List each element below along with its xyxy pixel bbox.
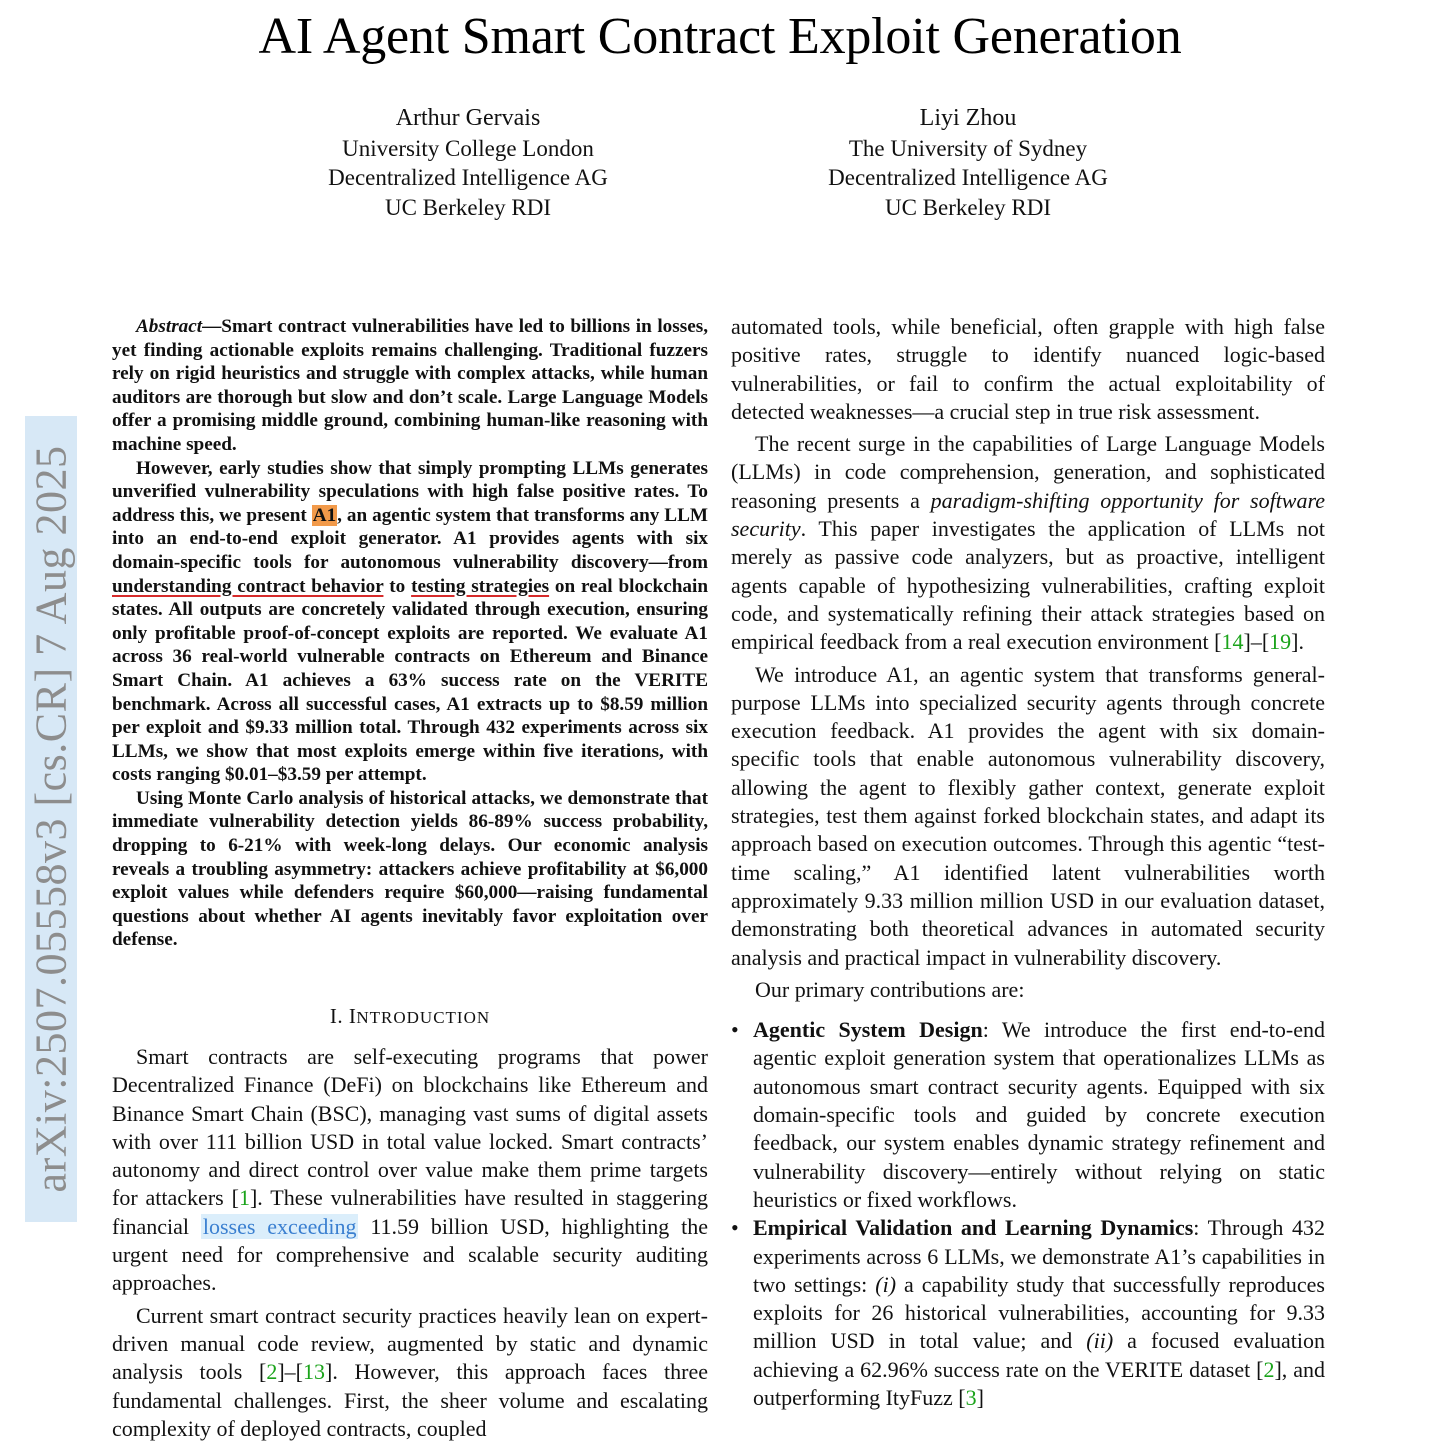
abstract-label: Abstract (136, 316, 203, 337)
paper-title: AI Agent Smart Contract Exploit Generation (258, 8, 1182, 65)
bullet-icon: • (731, 1215, 739, 1241)
section-number: I. (329, 1004, 349, 1028)
body-text: ]. (1291, 629, 1304, 655)
citation-link[interactable]: 19 (1269, 629, 1292, 655)
abstract (112, 315, 708, 952)
body-text: ]. However, this approach faces three fundamental challenges. First, the sheer volume and escalating complexity of deployed contracts, coupled (112, 1359, 708, 1441)
underlined-annotation[interactable]: understanding contract behavior (112, 575, 384, 597)
intro-paragraph-1 (112, 1043, 708, 1298)
body-text: : We introduce the first end-to-end agentic exploit generation system that operationalizes LLMs as autonomous smart contract security agents. Equipped with six domain-specific tools and guided by concrete execution feedback, our system enables dynamic strategy refinement and vulnerability discovery—entirely without relying on static heuristics or fixed workflows. (753, 1017, 1325, 1212)
hyperlink-losses[interactable]: losses exceeding (202, 1213, 357, 1239)
body-text: : Through 432 experiments across 6 LLMs, we demonstrate A1’s capabilities in two settings: (753, 1215, 1325, 1297)
body-text: ]. These vulnerabilities have resulted in staggering financial (112, 1185, 708, 1239)
abstract-text: —Smart contract vulnerabilities have led to billions in losses, yet finding actionable exploits remains challenging. Traditional fuzzers rely on rigid heuristics and struggle with complex attacks, while human auditors are thorough but slow and don’t scale. Large Language Models offer a promising middle ground, combining human-like reasoning with machine speed. (112, 316, 708, 455)
author-name: Liyi Zhou (919, 105, 1017, 131)
body-text: ], and outperforming ItyFuzz [ (753, 1356, 1326, 1410)
emphasis-text: (ii) (1086, 1328, 1114, 1354)
bullet-heading: Empirical Validation and Learning Dynamics (753, 1215, 1194, 1241)
author-name: Arthur Gervais (395, 105, 541, 131)
citation-link[interactable]: 3 (965, 1384, 977, 1410)
author-block-1 (208, 104, 728, 222)
right-paragraph-2 (731, 430, 1325, 656)
citation-link[interactable]: 13 (303, 1359, 325, 1385)
introduction-body (112, 1043, 708, 1443)
intro-paragraph-2 (112, 1302, 708, 1443)
abstract-paragraph-1 (112, 315, 708, 457)
citation-link[interactable]: 2 (266, 1359, 278, 1385)
section-heading-introduction (112, 1004, 708, 1029)
body-text: . This paper investigates the application of LLMs not merely as passive code analyzers, but as proactive, intelligent agents capable of hypothesizing vulnerabilities, crafting exploit code, and systematically refining their attack strategies based on empirical feedback from a real execution environment [ (731, 516, 1325, 655)
bullet-heading: Agentic System Design (753, 1017, 983, 1043)
right-paragraph-1: automated tools, while beneficial, often grapple with high false positive rates, struggle to identify nuanced logic-based vulnerabilities, or fail to confirm the actual exploitability of detected weaknesses—a crucial step in true risk assessment. (731, 314, 1325, 424)
body-text: Smart contracts are self-executing programs that power Decentralized Finance (DeFi) on blockchains like Ethereum and Binance Smart Chain (BSC), managing vast sums of digital assets with over 111 billion USD in total value locked. Smart contracts’ autonomy and direct control over value make them prime targets for attackers [ (112, 1044, 708, 1211)
right-paragraph-4: Our primary contributions are: (755, 976, 1025, 1002)
author-affiliation: Decentralized Intelligence AG (828, 165, 1108, 190)
emphasis-text: paradigm-shifting opportunity for software security (731, 487, 1325, 542)
emphasis-text: (i) (875, 1271, 897, 1297)
author-affiliation: UC Berkeley RDI (384, 194, 552, 220)
abstract-paragraph-2 (112, 457, 708, 787)
underlined-annotation[interactable]: testing strategies (411, 575, 550, 597)
author-affiliation: UC Berkeley RDI (884, 194, 1052, 220)
author-affiliation: Decentralized Intelligence AG (328, 165, 608, 190)
list-item (731, 1214, 1325, 1412)
body-text: ]–[ (277, 1359, 303, 1385)
author-block-2 (708, 104, 1228, 222)
abstract-text: on real blockchain states. All outputs are concretely validated through execution, ensuring only profitable proof-of-concept exploits are reported. We evaluate A1 across 36 real-world vulnerable contracts on Ethereum and Binance Smart Chain. A1 achieves a 63% success rate on the VERITE benchmark. Across all successful cases, A1 extracts up to $8.59 million per exploit and $9.33 million total. Through 432 experiments across six LLMs, we show that most exploits emerge within five iterations, with costs ranging $0.01–$3.59 per attempt. (112, 575, 709, 786)
abstract-paragraph-3: Using Monte Carlo analysis of historical attacks, we demonstrate that immediate vulnerability detection yields 86-89% success probability, dropping to 6-21% with week-long delays. Our economic analysis reveals a troubling asymmetry: attackers achieve profitability at $6,000 exploit values while defenders require $60,000—raising fundamental questions about whether AI agents inevitably favor exploitation over defense. (112, 787, 708, 951)
body-text: a capability study that successfully reproduces exploits for 26 historical vulnerabilities, accounting for 9.33 million USD in total value; and (753, 1271, 1325, 1354)
citation-link[interactable]: 1 (238, 1185, 250, 1211)
citation-link[interactable]: 2 (1263, 1356, 1275, 1382)
body-text: The recent surge in the capabilities of Large Language Models (LLMs) in code comprehension, generation, and sophisticated reasoning presents a (731, 431, 1325, 513)
right-paragraph-3: We introduce A1, an agentic system that transforms general-purpose LLMs into specialized security agents through concrete execution feedback. A1 provides the agent with six domain-specific tools that enable autonomous vulnerability discovery, allowing the agent to flexibly gather context, generate exploit strategies, test them against forked blockchain states, and adapt its approach based on execution outcomes. Through this agentic “test-time scaling,” A1 identified latent vulnerabilities worth approximately 9.33 million million USD in our evaluation dataset, demonstrating both theoretical advances in automated security analysis and practical impact in vulnerability discovery. (731, 661, 1325, 970)
contributions-list (731, 1016, 1325, 1412)
abstract-text: to (383, 575, 412, 597)
citation-link[interactable]: 14 (1221, 629, 1244, 655)
abstract-text: However, early studies show that simply prompting LLMs generates unverified vulnerability speculations with high false positive rates. To address this, we present (112, 457, 708, 526)
body-text: 11.59 billion USD, highlighting the urgent need for comprehensive and scalable security auditing approaches. (112, 1213, 708, 1296)
a1-highlight[interactable]: A1 (312, 504, 337, 526)
author-affiliation: The University of Sydney (848, 135, 1088, 161)
abstract-text: , an agentic system that transforms any LLM into an end-to-end exploit generator. A1 provides agents with six domain-specific tools for autonomous vulnerability discovery—from (112, 504, 708, 573)
bullet-icon: • (731, 1017, 739, 1043)
body-text: Current smart contract security practices heavily lean on expert-driven manual code review, augmented by static and dynamic analysis tools [ (112, 1302, 708, 1385)
body-text: ]–[ (1243, 629, 1270, 655)
author-affiliation: University College London (342, 135, 594, 161)
body-text: ] (976, 1384, 984, 1410)
list-item (731, 1016, 1325, 1214)
arxiv-identifier: arXiv:2507.05558v3 [cs.CR] 7 Aug 2025 (26, 445, 76, 1193)
section-title: NTRODUCTION (356, 1008, 491, 1027)
body-text: a focused evaluation achieving a 62.96% success rate on the VERITE dataset [ (753, 1328, 1325, 1382)
arxiv-identifier-band[interactable] (25, 416, 77, 1222)
section-initial: I (348, 1004, 357, 1028)
